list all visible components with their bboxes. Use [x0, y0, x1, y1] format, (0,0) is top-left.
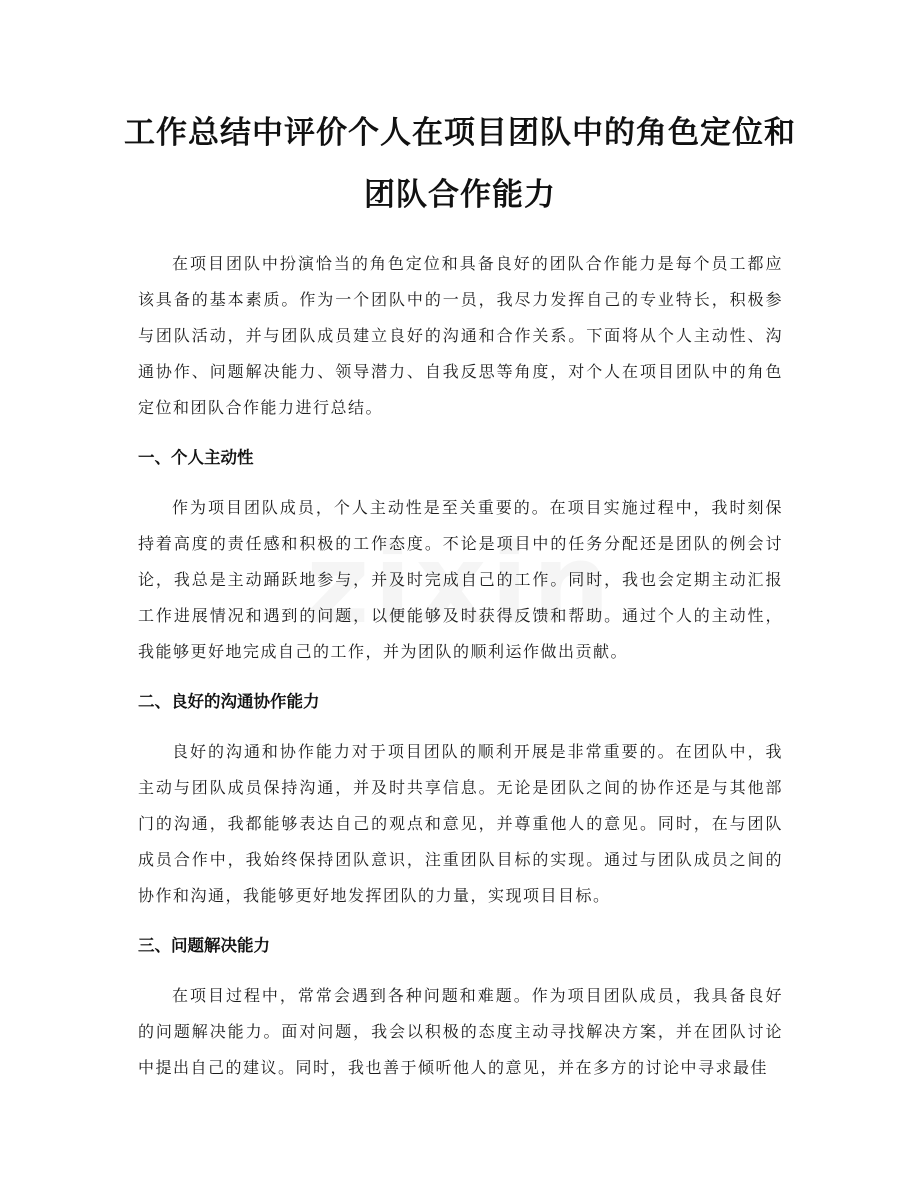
document-title: 工作总结中评价个人在项目团队中的角色定位和团队合作能力	[124, 115, 796, 213]
section-heading-3: 三、问题解决能力	[138, 936, 270, 955]
section-paragraph-2: 良好的沟通和协作能力对于项目团队的顺利开展是非常重要的。在团队中，我主动与团队成员保持沟通，并及时共享信息。无论是团队之间的协作还是与其他部门的沟通，我都能够表达自己的观点和意见，并尊重他人的意见。同时，在与团队成员合作中，我始终保持团队意识，注重团队目标的实现。通过与团队成员之间的协作和沟通，我能够更好地发挥团队的力量，实现项目目标。	[138, 742, 783, 905]
document-body	[138, 246, 783, 1086]
section-heading-1: 一、个人主动性	[138, 448, 254, 467]
section-paragraph-3: 在项目过程中，常常会遇到各种问题和难题。作为项目团队成员，我具备良好的问题解决能力。面对问题，我会以积极的态度主动寻找解决方案，并在团队讨论中提出自己的建议。同时，我也善于倾听他人的意见，并在多方的讨论中寻求最佳	[138, 986, 783, 1077]
section-paragraph-1: 作为项目团队成员，个人主动性是至关重要的。在项目实施过程中，我时刻保持着高度的责任感和积极的工作态度。不论是项目中的任务分配还是团队的例会讨论，我总是主动踊跃地参与，并及时完成自己的工作。同时，我也会定期主动汇报工作进展情况和遇到的问题，以便能够及时获得反馈和帮助。通过个人的主动性，我能够更好地完成自己的工作，并为团队的顺利运作做出贡献。	[138, 498, 783, 661]
section-heading-2: 二、良好的沟通协作能力	[138, 692, 320, 711]
intro-paragraph: 在项目团队中扮演恰当的角色定位和具备良好的团队合作能力是每个员工都应该具备的基本素质。作为一个团队中的一员，我尽力发挥自己的专业特长，积极参与团队活动，并与团队成员建立良好的沟通和合作关系。下面将从个人主动性、沟通协作、问题解决能力、领导潜力、自我反思等角度，对个人在项目团队中的角色定位和团队合作能力进行总结。	[138, 254, 783, 417]
